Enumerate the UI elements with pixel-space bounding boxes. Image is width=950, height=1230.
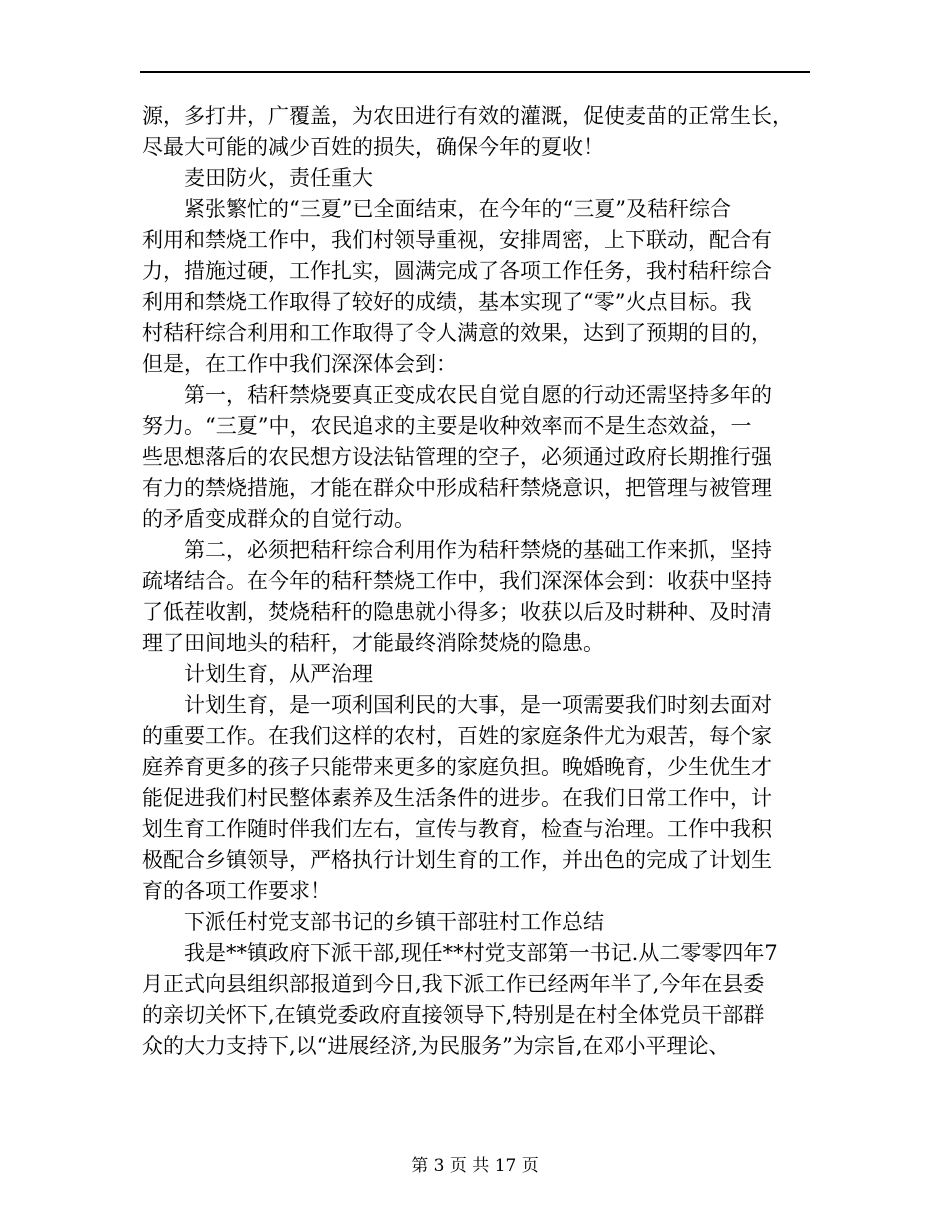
text-line: 力，措施过硬，工作扎实，圆满完成了各项工作任务，我村秸秆综合 — [142, 259, 772, 283]
text-line: 麦田防火，责任重大 — [184, 166, 373, 190]
text-line: 利用和禁烧工作取得了较好的成绩，基本实现了“零”火点目标。我 — [142, 290, 752, 314]
text-line: 努力。“三夏”中，农民追求的主要是收种效率而不是生态效益，一 — [142, 414, 752, 438]
text-line: 些思想落后的农民想方设法钻管理的空子，必须通过政府长期推行强 — [142, 445, 772, 469]
text-line: 计划生育，从严治理 — [184, 662, 373, 686]
text-line: 的重要工作。在我们这样的农村，百姓的家庭条件尤为艰苦，每个家 — [142, 724, 772, 748]
text-line: 能促进我们村民整体素养及生活条件的进步。在我们日常工作中，计 — [142, 786, 772, 810]
text-line: 下派任村党支部书记的乡镇干部驻村工作总结 — [184, 910, 604, 934]
text-line: 源，多打井，广覆盖，为农田进行有效的灌溉，促使麦苗的正常生长， — [142, 104, 793, 128]
text-line: 尽最大可能的减少百姓的损失，确保今年的夏收！ — [142, 135, 604, 159]
text-line: 但是，在工作中我们深深体会到： — [142, 352, 457, 376]
text-line: 利用和禁烧工作中，我们村领导重视，安排周密，上下联动，配合有 — [142, 228, 772, 252]
text-line: 有力的禁烧措施，才能在群众中形成秸秆禁烧意识，把管理与被管理 — [142, 476, 772, 500]
text-line: 计划生育，是一项利国利民的大事，是一项需要我们时刻去面对 — [184, 693, 772, 717]
text-line: 月正式向县组织部报道到今日,我下派工作已经两年半了,今年在县委 — [142, 972, 765, 996]
text-line: 紧张繁忙的“三夏”已全面结束，在今年的“三夏”及秸秆综合 — [184, 197, 731, 221]
text-line: 理了田间地头的秸秆，才能最终消除焚烧的隐患。 — [142, 631, 604, 655]
text-line: 疏堵结合。在今年的秸秆禁烧工作中，我们深深体会到：收获中坚持 — [142, 569, 772, 593]
text-line: 的亲切关怀下,在镇党委政府直接领导下,特别是在村全体党员干部群 — [142, 1003, 765, 1027]
text-line: 村秸秆综合利用和工作取得了令人满意的效果，达到了预期的目的， — [142, 321, 772, 345]
text-line: 极配合乡镇领导，严格执行计划生育的工作，并出色的完成了计划生 — [142, 848, 772, 872]
text-line: 划生育工作随时伴我们左右，宣传与教育，检查与治理。工作中我积 — [142, 817, 772, 841]
text-line: 育的各项工作要求！ — [142, 879, 331, 903]
text-line: 我是**镇政府下派干部,现任**村党支部第一书记.从二零零四年7 — [184, 941, 778, 965]
document-body — [142, 101, 812, 1062]
page-footer: 第 3 页 共 17 页 — [411, 1156, 539, 1176]
text-line: 第一，秸秆禁烧要真正变成农民自觉自愿的行动还需坚持多年的 — [184, 383, 772, 407]
text-line: 庭养育更多的孩子只能带来更多的家庭负担。晚婚晚育，少生优生才 — [142, 755, 772, 779]
text-line: 第二，必须把秸秆综合利用作为秸秆禁烧的基础工作来抓，坚持 — [184, 538, 772, 562]
text-line: 的矛盾变成群众的自觉行动。 — [142, 507, 415, 531]
text-line: 了低茬收割，焚烧秸秆的隐患就小得多；收获以后及时耕种、及时清 — [142, 600, 772, 624]
header-rule — [140, 71, 810, 73]
text-line: 众的大力支持下,以“进展经济,为民服务”为宗旨,在邓小平理论、 — [142, 1034, 730, 1058]
